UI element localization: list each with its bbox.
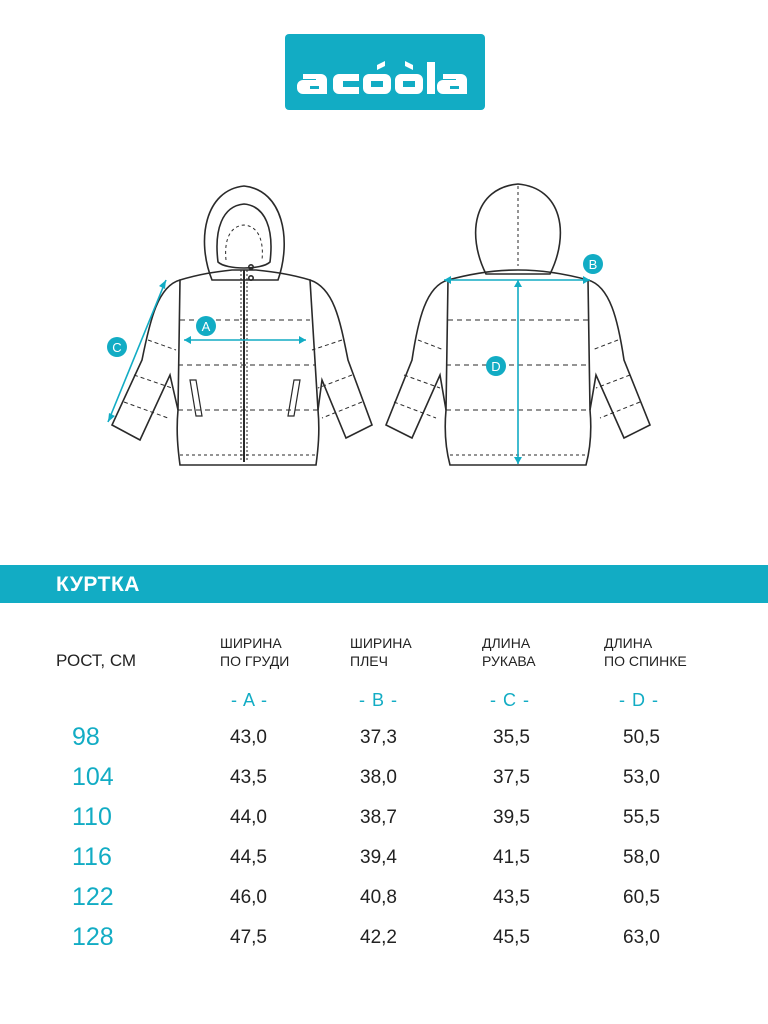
cell-chest: 46,0 <box>230 887 267 908</box>
svg-text:C: C <box>112 340 122 355</box>
badge-c <box>107 337 127 357</box>
cell-back: 60,5 <box>623 887 660 908</box>
cell-shoulders: 37,3 <box>360 727 397 748</box>
badge-b <box>583 254 603 274</box>
measure-back-length <box>514 280 522 464</box>
cell-sleeve: 39,5 <box>493 807 530 828</box>
cell-sleeve: 37,5 <box>493 767 530 788</box>
column-letter-c: - C - <box>490 690 530 710</box>
table-row <box>0 883 768 913</box>
jacket-front <box>112 186 372 465</box>
table-row <box>0 843 768 873</box>
cell-back: 53,0 <box>623 767 660 788</box>
size-column-header: РОСТ, СМ <box>56 651 137 670</box>
badge-a <box>196 316 216 336</box>
cell-sleeve: 41,5 <box>493 847 530 868</box>
brand-logo <box>285 34 485 110</box>
row-size: 116 <box>72 843 112 871</box>
cell-back: 58,0 <box>623 847 660 868</box>
svg-text:B: B <box>588 257 598 272</box>
column-letter-b: - B - <box>359 690 398 710</box>
column-header-line: ДЛИНА <box>604 635 653 651</box>
column-letter-d: - D - <box>619 690 659 710</box>
cell-shoulders: 40,8 <box>360 887 397 908</box>
cell-sleeve: 35,5 <box>493 727 530 748</box>
cell-shoulders: 42,2 <box>360 927 397 948</box>
cell-chest: 43,5 <box>230 767 267 788</box>
svg-text:A: A <box>201 319 211 334</box>
cell-chest: 44,0 <box>230 807 267 828</box>
badge-d <box>486 356 506 376</box>
row-size: 128 <box>72 923 114 951</box>
cell-shoulders: 39,4 <box>360 847 397 868</box>
row-size: 104 <box>72 763 114 791</box>
cell-chest: 43,0 <box>230 727 267 748</box>
jacket-diagram <box>0 170 768 480</box>
cell-sleeve: 43,5 <box>493 887 530 908</box>
cell-back: 55,5 <box>623 807 660 828</box>
section-title: КУРТКА <box>56 573 140 596</box>
column-header-line: ПО СПИНКЕ <box>604 653 687 669</box>
cell-chest: 44,5 <box>230 847 267 868</box>
column-header-line: ШИРИНА <box>220 635 282 651</box>
section-banner <box>0 565 768 603</box>
column-header-line: ПЛЕЧ <box>350 653 388 669</box>
column-header-line: РУКАВА <box>482 653 536 669</box>
column-header-line: ПО ГРУДИ <box>220 653 290 669</box>
table-row <box>0 923 768 953</box>
table-row <box>0 723 768 753</box>
column-header-sleeve <box>482 634 536 670</box>
column-header-shoulders <box>350 634 412 670</box>
column-letter-a: - A - <box>231 690 269 710</box>
brand-logo-mark <box>285 34 485 110</box>
table-row <box>0 763 768 793</box>
column-header-line: ШИРИНА <box>350 635 412 651</box>
cell-back: 63,0 <box>623 927 660 948</box>
svg-text:D: D <box>491 359 501 374</box>
table-row <box>0 803 768 833</box>
cell-chest: 47,5 <box>230 927 267 948</box>
cell-shoulders: 38,7 <box>360 807 397 828</box>
row-size: 110 <box>72 803 112 831</box>
row-size: 122 <box>72 883 114 911</box>
cell-back: 50,5 <box>623 727 660 748</box>
column-header-back <box>604 634 687 670</box>
cell-shoulders: 38,0 <box>360 767 397 788</box>
column-header-line: ДЛИНА <box>482 635 531 651</box>
row-size: 98 <box>72 723 100 751</box>
cell-sleeve: 45,5 <box>493 927 530 948</box>
column-header-chest <box>220 634 289 670</box>
